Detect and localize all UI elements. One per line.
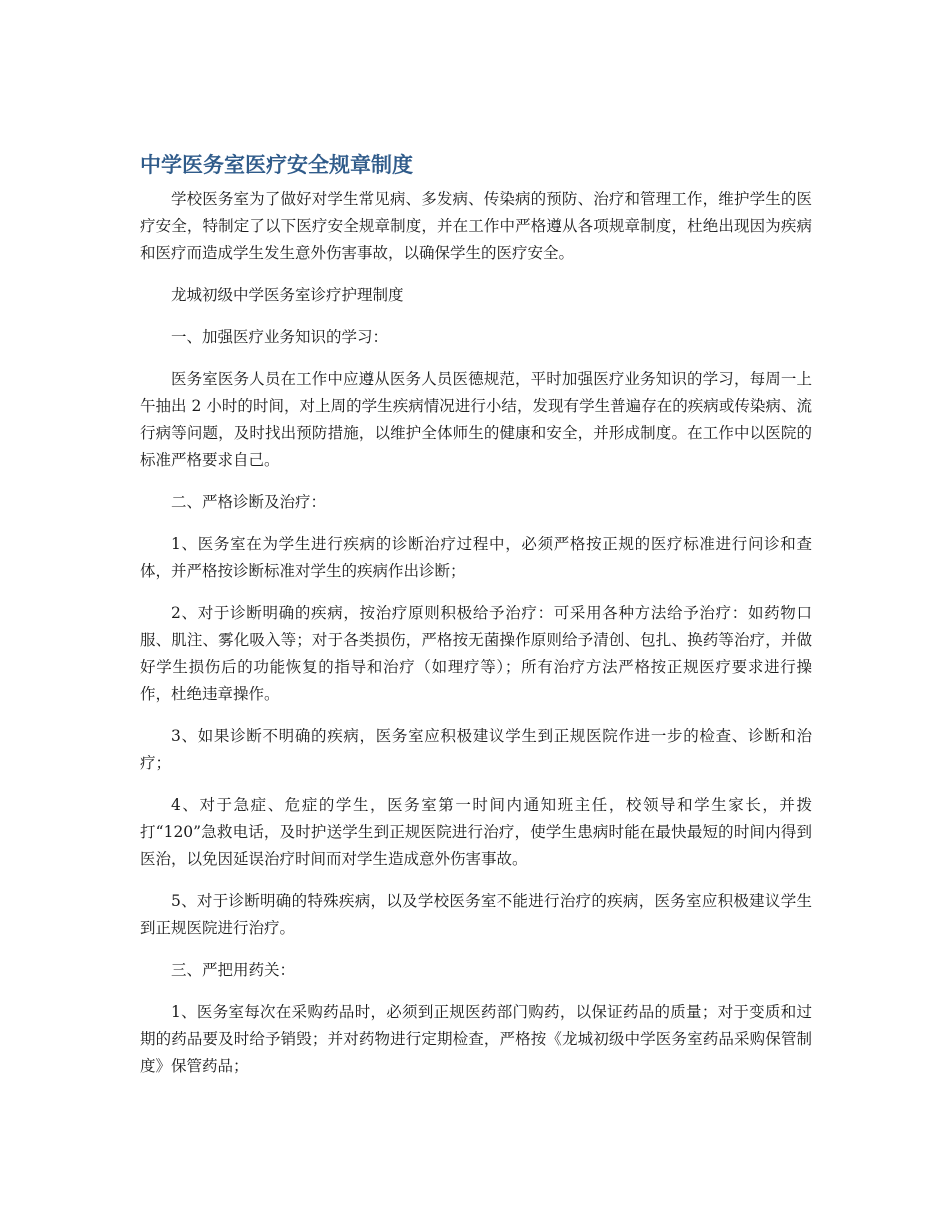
section-heading-2: 二、严格诊断及治疗： bbox=[171, 493, 327, 511]
list-item-2-4: 4、对于急症、危症的学生，医务室第一时间内通知班主任，校领导和学生家长，并拨打“120”急救电话，及时护送学生到正规医院进行治疗，使学生患病时能在最快最短的时间内得到医治，以免因延误治疗时间而对学生造成意外伤害事故。 bbox=[140, 796, 812, 868]
document-page bbox=[140, 150, 812, 1095]
list-item-2-3: 3、如果诊断不明确的疾病，医务室应积极建议学生到正规医院作进一步的检查、诊断和治疗； bbox=[140, 727, 812, 772]
body-paragraph: 医务室医务人员在工作中应遵从医务人员医德规范，平时加强医疗业务知识的学习，每周一上午抽出 2 小时的时间，对上周的学生疾病情况进行小结，发现有学生普遍存在的疾病或传染病、流行病等问题，及时找出预防措施，以维护全体师生的健康和安全，并形成制度。在工作中以医院的标准严格要求自己。 bbox=[140, 370, 812, 469]
list-item-2-1: 1、医务室在为学生进行疾病的诊断治疗过程中，必须严格按正规的医疗标准进行问诊和查体，并严格按诊断标准对学生的疾病作出诊断； bbox=[140, 535, 812, 580]
list-item-2-2: 2、对于诊断明确的疾病，按治疗原则积极给予治疗：可采用各种方法给予治疗：如药物口服、肌注、雾化吸入等；对于各类损伤，严格按无菌操作原则给予清创、包扎、换药等治疗，并做好学生损伤后的功能恢复的指导和治疗（如理疗等）；所有治疗方法严格按正规医疗要求进行操作，杜绝违章操作。 bbox=[140, 604, 812, 703]
section-heading-1: 一、加强医疗业务知识的学习： bbox=[171, 328, 389, 346]
section-heading-system: 龙城初级中学医务室诊疗护理制度 bbox=[171, 286, 404, 304]
section-heading-3: 三、严把用药关： bbox=[171, 961, 296, 979]
list-item-2-5: 5、对于诊断明确的特殊疾病，以及学校医务室不能进行治疗的疾病，医务室应积极建议学生到正规医院进行治疗。 bbox=[140, 892, 812, 937]
list-item-3-1: 1、医务室每次在采购药品时，必须到正规医药部门购药，以保证药品的质量；对于变质和过期的药品要及时给予销毁；并对药物进行定期检查，严格按《龙城初级中学医务室药品采购保管制度》保管药品； bbox=[140, 1003, 812, 1075]
intro-paragraph: 学校医务室为了做好对学生常见病、多发病、传染病的预防、治疗和管理工作，维护学生的医疗安全，特制定了以下医疗安全规章制度，并在工作中严格遵从各项规章制度，杜绝出现因为疾病和医疗而造成学生发生意外伤害事故，以确保学生的医疗安全。 bbox=[140, 190, 812, 262]
document-title: 中学医务室医疗安全规章制度 bbox=[140, 153, 413, 177]
